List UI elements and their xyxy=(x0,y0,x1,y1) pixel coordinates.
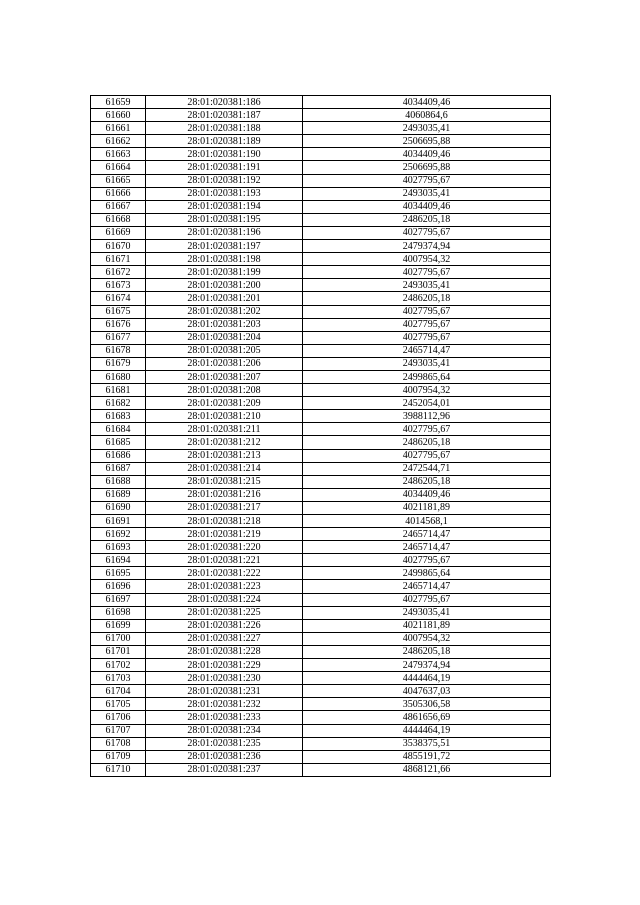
cadastral-number-cell: 28:01:020381:195 xyxy=(146,213,303,226)
value-cell: 2486205,18 xyxy=(303,213,551,226)
row-number-cell: 61661 xyxy=(91,122,146,135)
cadastral-number-cell: 28:01:020381:197 xyxy=(146,240,303,253)
value-cell: 2486205,18 xyxy=(303,292,551,305)
row-number-cell: 61666 xyxy=(91,187,146,200)
value-cell: 2499865,64 xyxy=(303,370,551,383)
cadastral-number-cell: 28:01:020381:215 xyxy=(146,475,303,488)
value-cell: 4444464,19 xyxy=(303,672,551,685)
table-row xyxy=(91,554,551,567)
table-row xyxy=(91,672,551,685)
row-number-cell: 61681 xyxy=(91,384,146,397)
cadastral-number-cell: 28:01:020381:188 xyxy=(146,122,303,135)
table-row xyxy=(91,593,551,606)
row-number-cell: 61659 xyxy=(91,96,146,109)
value-cell: 2493035,41 xyxy=(303,122,551,135)
row-number-cell: 61668 xyxy=(91,213,146,226)
row-number-cell: 61686 xyxy=(91,449,146,462)
table-row xyxy=(91,737,551,750)
table-row xyxy=(91,475,551,488)
row-number-cell: 61684 xyxy=(91,423,146,436)
table-row xyxy=(91,724,551,737)
row-number-cell: 61705 xyxy=(91,698,146,711)
value-cell: 4027795,67 xyxy=(303,593,551,606)
row-number-cell: 61683 xyxy=(91,410,146,423)
table-row xyxy=(91,619,551,632)
row-number-cell: 61682 xyxy=(91,397,146,410)
row-number-cell: 61676 xyxy=(91,318,146,331)
row-number-cell: 61673 xyxy=(91,279,146,292)
cadastral-number-cell: 28:01:020381:230 xyxy=(146,672,303,685)
row-number-cell: 61685 xyxy=(91,436,146,449)
table-row xyxy=(91,187,551,200)
value-cell: 4027795,67 xyxy=(303,449,551,462)
value-cell: 2465714,47 xyxy=(303,344,551,357)
value-cell: 4007954,32 xyxy=(303,384,551,397)
value-cell: 2493035,41 xyxy=(303,187,551,200)
row-number-cell: 61707 xyxy=(91,724,146,737)
value-cell: 2452054,01 xyxy=(303,397,551,410)
value-cell: 4027795,67 xyxy=(303,554,551,567)
row-number-cell: 61674 xyxy=(91,292,146,305)
table-row xyxy=(91,528,551,541)
table-row xyxy=(91,253,551,266)
table-row xyxy=(91,266,551,279)
value-cell: 3988112,96 xyxy=(303,410,551,423)
value-cell: 4021181,89 xyxy=(303,501,551,514)
row-number-cell: 61680 xyxy=(91,370,146,383)
row-number-cell: 61687 xyxy=(91,462,146,475)
table-row xyxy=(91,698,551,711)
table-row xyxy=(91,541,551,554)
table-row xyxy=(91,292,551,305)
row-number-cell: 61677 xyxy=(91,331,146,344)
row-number-cell: 61675 xyxy=(91,305,146,318)
row-number-cell: 61700 xyxy=(91,632,146,645)
row-number-cell: 61664 xyxy=(91,161,146,174)
row-number-cell: 61704 xyxy=(91,685,146,698)
cadastral-number-cell: 28:01:020381:209 xyxy=(146,397,303,410)
row-number-cell: 61690 xyxy=(91,501,146,514)
row-number-cell: 61669 xyxy=(91,226,146,239)
value-cell: 2506695,88 xyxy=(303,161,551,174)
value-cell: 2479374,94 xyxy=(303,240,551,253)
value-cell: 2472544,71 xyxy=(303,462,551,475)
cadastral-number-cell: 28:01:020381:193 xyxy=(146,187,303,200)
row-number-cell: 61703 xyxy=(91,672,146,685)
cadastral-number-cell: 28:01:020381:228 xyxy=(146,645,303,658)
cadastral-number-cell: 28:01:020381:231 xyxy=(146,685,303,698)
table-row xyxy=(91,318,551,331)
cadastral-number-cell: 28:01:020381:217 xyxy=(146,501,303,514)
row-number-cell: 61709 xyxy=(91,750,146,763)
cadastral-number-cell: 28:01:020381:221 xyxy=(146,554,303,567)
value-cell: 4027795,67 xyxy=(303,174,551,187)
table-row xyxy=(91,213,551,226)
cadastral-number-cell: 28:01:020381:206 xyxy=(146,357,303,370)
row-number-cell: 61662 xyxy=(91,135,146,148)
cadastral-number-cell: 28:01:020381:232 xyxy=(146,698,303,711)
table-body xyxy=(91,96,551,777)
cadastral-number-cell: 28:01:020381:225 xyxy=(146,606,303,619)
row-number-cell: 61672 xyxy=(91,266,146,279)
cadastral-number-cell: 28:01:020381:202 xyxy=(146,305,303,318)
table-row xyxy=(91,384,551,397)
table-row xyxy=(91,462,551,475)
table-row xyxy=(91,567,551,580)
row-number-cell: 61708 xyxy=(91,737,146,750)
cadastral-number-cell: 28:01:020381:205 xyxy=(146,344,303,357)
value-cell: 2479374,94 xyxy=(303,659,551,672)
cadastral-number-cell: 28:01:020381:198 xyxy=(146,253,303,266)
value-cell: 4855191,72 xyxy=(303,750,551,763)
cadastral-number-cell: 28:01:020381:203 xyxy=(146,318,303,331)
value-cell: 2506695,88 xyxy=(303,135,551,148)
value-cell: 4060864,6 xyxy=(303,109,551,122)
cadastral-number-cell: 28:01:020381:191 xyxy=(146,161,303,174)
row-number-cell: 61678 xyxy=(91,344,146,357)
value-cell: 2465714,47 xyxy=(303,580,551,593)
table-row xyxy=(91,711,551,724)
table-row xyxy=(91,357,551,370)
cadastral-number-cell: 28:01:020381:208 xyxy=(146,384,303,397)
table-row xyxy=(91,606,551,619)
table-row xyxy=(91,488,551,501)
value-cell: 4861656,69 xyxy=(303,711,551,724)
cadastral-number-cell: 28:01:020381:200 xyxy=(146,279,303,292)
value-cell: 3538375,51 xyxy=(303,737,551,750)
cadastral-number-cell: 28:01:020381:199 xyxy=(146,266,303,279)
row-number-cell: 61679 xyxy=(91,357,146,370)
table-row xyxy=(91,344,551,357)
row-number-cell: 61660 xyxy=(91,109,146,122)
cadastral-number-cell: 28:01:020381:218 xyxy=(146,515,303,528)
row-number-cell: 61689 xyxy=(91,488,146,501)
value-cell: 4034409,46 xyxy=(303,96,551,109)
value-cell: 3505306,58 xyxy=(303,698,551,711)
row-number-cell: 61698 xyxy=(91,606,146,619)
cadastral-number-cell: 28:01:020381:187 xyxy=(146,109,303,122)
row-number-cell: 61702 xyxy=(91,659,146,672)
table-row xyxy=(91,279,551,292)
value-cell: 2499865,64 xyxy=(303,567,551,580)
table-row xyxy=(91,135,551,148)
value-cell: 4444464,19 xyxy=(303,724,551,737)
table-row xyxy=(91,632,551,645)
table-row xyxy=(91,148,551,161)
table-row xyxy=(91,174,551,187)
value-cell: 4027795,67 xyxy=(303,423,551,436)
cadastral-number-cell: 28:01:020381:224 xyxy=(146,593,303,606)
cadastral-number-cell: 28:01:020381:186 xyxy=(146,96,303,109)
cadastral-value-table xyxy=(90,95,551,777)
row-number-cell: 61699 xyxy=(91,619,146,632)
row-number-cell: 61667 xyxy=(91,200,146,213)
cadastral-number-cell: 28:01:020381:214 xyxy=(146,462,303,475)
row-number-cell: 61697 xyxy=(91,593,146,606)
cadastral-number-cell: 28:01:020381:210 xyxy=(146,410,303,423)
row-number-cell: 61710 xyxy=(91,763,146,776)
table-row xyxy=(91,226,551,239)
cadastral-number-cell: 28:01:020381:192 xyxy=(146,174,303,187)
cadastral-number-cell: 28:01:020381:212 xyxy=(146,436,303,449)
cadastral-number-cell: 28:01:020381:235 xyxy=(146,737,303,750)
cadastral-number-cell: 28:01:020381:211 xyxy=(146,423,303,436)
table-row xyxy=(91,331,551,344)
value-cell: 2493035,41 xyxy=(303,606,551,619)
cadastral-number-cell: 28:01:020381:237 xyxy=(146,763,303,776)
row-number-cell: 61692 xyxy=(91,528,146,541)
row-number-cell: 61670 xyxy=(91,240,146,253)
row-number-cell: 61694 xyxy=(91,554,146,567)
value-cell: 4007954,32 xyxy=(303,632,551,645)
value-cell: 4034409,46 xyxy=(303,200,551,213)
value-cell: 2465714,47 xyxy=(303,541,551,554)
table-row xyxy=(91,109,551,122)
value-cell: 4021181,89 xyxy=(303,619,551,632)
cadastral-number-cell: 28:01:020381:234 xyxy=(146,724,303,737)
cadastral-number-cell: 28:01:020381:213 xyxy=(146,449,303,462)
row-number-cell: 61665 xyxy=(91,174,146,187)
row-number-cell: 61706 xyxy=(91,711,146,724)
value-cell: 2493035,41 xyxy=(303,357,551,370)
cadastral-number-cell: 28:01:020381:207 xyxy=(146,370,303,383)
table-row xyxy=(91,122,551,135)
table-row xyxy=(91,515,551,528)
value-cell: 2465714,47 xyxy=(303,528,551,541)
table-row xyxy=(91,501,551,514)
table-row xyxy=(91,240,551,253)
table-row xyxy=(91,161,551,174)
table-row xyxy=(91,410,551,423)
cadastral-number-cell: 28:01:020381:220 xyxy=(146,541,303,554)
value-cell: 4034409,46 xyxy=(303,488,551,501)
cadastral-number-cell: 28:01:020381:236 xyxy=(146,750,303,763)
cadastral-number-cell: 28:01:020381:222 xyxy=(146,567,303,580)
cadastral-number-cell: 28:01:020381:227 xyxy=(146,632,303,645)
value-cell: 2486205,18 xyxy=(303,436,551,449)
value-cell: 2493035,41 xyxy=(303,279,551,292)
table-row xyxy=(91,436,551,449)
cadastral-number-cell: 28:01:020381:201 xyxy=(146,292,303,305)
table-row xyxy=(91,449,551,462)
value-cell: 4034409,46 xyxy=(303,148,551,161)
row-number-cell: 61671 xyxy=(91,253,146,266)
value-cell: 4027795,67 xyxy=(303,226,551,239)
value-cell: 4007954,32 xyxy=(303,253,551,266)
value-cell: 4014568,1 xyxy=(303,515,551,528)
row-number-cell: 61693 xyxy=(91,541,146,554)
cadastral-number-cell: 28:01:020381:190 xyxy=(146,148,303,161)
table-row xyxy=(91,659,551,672)
value-cell: 4027795,67 xyxy=(303,331,551,344)
cadastral-number-cell: 28:01:020381:223 xyxy=(146,580,303,593)
value-cell: 4047637,03 xyxy=(303,685,551,698)
value-cell: 2486205,18 xyxy=(303,645,551,658)
row-number-cell: 61688 xyxy=(91,475,146,488)
row-number-cell: 61663 xyxy=(91,148,146,161)
value-cell: 4027795,67 xyxy=(303,305,551,318)
cadastral-number-cell: 28:01:020381:216 xyxy=(146,488,303,501)
table-row xyxy=(91,370,551,383)
table-row xyxy=(91,763,551,776)
value-cell: 2486205,18 xyxy=(303,475,551,488)
table-row xyxy=(91,685,551,698)
cadastral-number-cell: 28:01:020381:219 xyxy=(146,528,303,541)
cadastral-number-cell: 28:01:020381:189 xyxy=(146,135,303,148)
cadastral-number-cell: 28:01:020381:194 xyxy=(146,200,303,213)
row-number-cell: 61696 xyxy=(91,580,146,593)
row-number-cell: 61691 xyxy=(91,515,146,528)
table-row xyxy=(91,645,551,658)
cadastral-number-cell: 28:01:020381:233 xyxy=(146,711,303,724)
cadastral-number-cell: 28:01:020381:226 xyxy=(146,619,303,632)
table-row xyxy=(91,96,551,109)
value-cell: 4868121,66 xyxy=(303,763,551,776)
table-row xyxy=(91,397,551,410)
cadastral-number-cell: 28:01:020381:196 xyxy=(146,226,303,239)
table-row xyxy=(91,305,551,318)
cadastral-number-cell: 28:01:020381:229 xyxy=(146,659,303,672)
table-row xyxy=(91,423,551,436)
cadastral-number-cell: 28:01:020381:204 xyxy=(146,331,303,344)
value-cell: 4027795,67 xyxy=(303,318,551,331)
table-row xyxy=(91,750,551,763)
table-row xyxy=(91,200,551,213)
value-cell: 4027795,67 xyxy=(303,266,551,279)
row-number-cell: 61695 xyxy=(91,567,146,580)
table-row xyxy=(91,580,551,593)
row-number-cell: 61701 xyxy=(91,645,146,658)
